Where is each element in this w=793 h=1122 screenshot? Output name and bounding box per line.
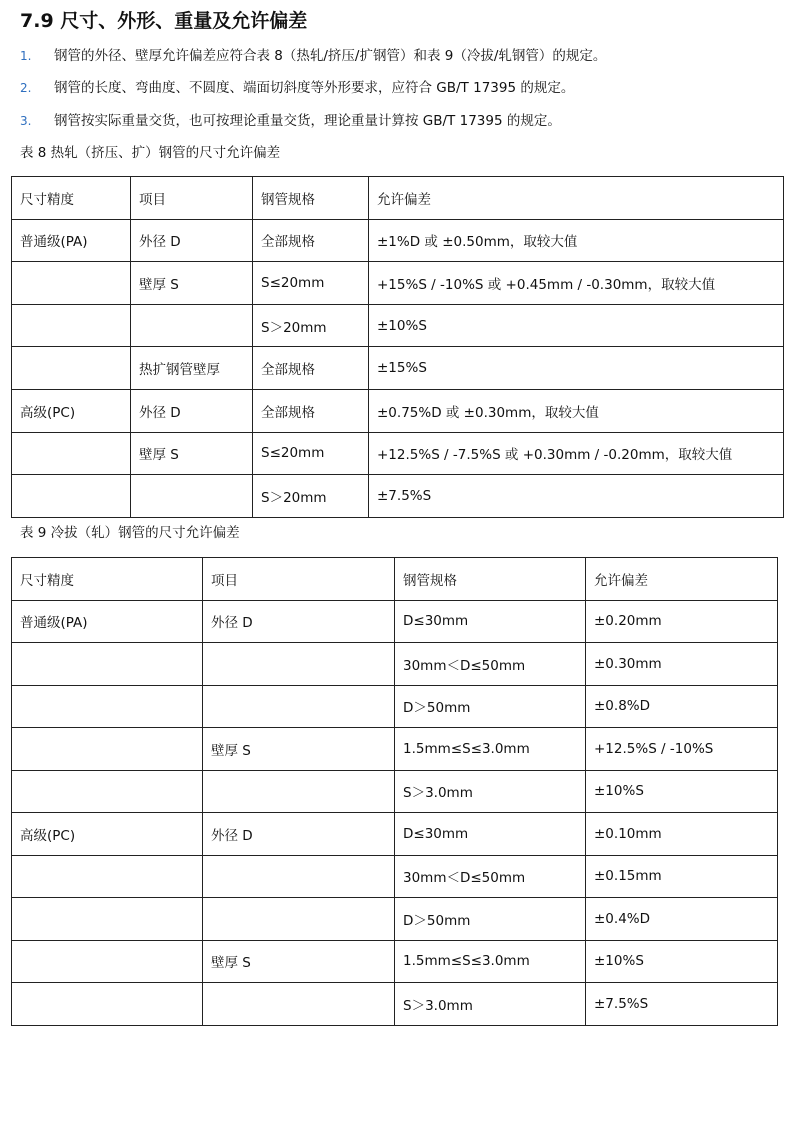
- table-row: [12, 262, 784, 305]
- table-header-row: [12, 177, 784, 220]
- list-item-3: [20, 111, 561, 131]
- table-cell: [12, 347, 131, 390]
- table-cell: 壁厚 S: [131, 262, 253, 305]
- column-header: 允许偏差: [369, 177, 784, 220]
- table-cell: [203, 898, 395, 941]
- table-cell: [12, 685, 203, 728]
- table-row: [12, 475, 784, 518]
- list-number: 2.: [20, 81, 32, 95]
- table-row: [12, 855, 778, 898]
- table-cell: +15%S / -10%S 或 +0.45mm / -0.30mm，取较大值: [369, 262, 784, 305]
- table-cell: [12, 643, 203, 686]
- list-item-text: 钢管的长度、弯曲度、不圆度、端面切斜度等外形要求，应符合 GB/T 17395 的规定。: [54, 80, 575, 96]
- table-cell: [12, 940, 203, 983]
- table-row: [12, 600, 778, 643]
- table-cell: 外径 D: [131, 389, 253, 432]
- table-row: [12, 643, 778, 686]
- table-cell: [12, 898, 203, 941]
- table-row: [12, 685, 778, 728]
- table-cell: 1.5mm≤S≤3.0mm: [395, 728, 586, 771]
- table-cell: D≤30mm: [395, 600, 586, 643]
- table-row: [12, 219, 784, 262]
- table-row: [12, 432, 784, 475]
- list-item-1: [20, 46, 606, 66]
- table-row: [12, 304, 784, 347]
- table-cell: [203, 770, 395, 813]
- column-header: 允许偏差: [586, 558, 778, 601]
- table-cell: 外径 D: [131, 219, 253, 262]
- table-cell: S＞20mm: [253, 475, 369, 518]
- section-heading: 7.9 尺寸、外形、重量及允许偏差: [20, 10, 308, 32]
- table-cell: ±0.30mm: [586, 643, 778, 686]
- column-header: 钢管规格: [253, 177, 369, 220]
- table-row: [12, 770, 778, 813]
- table-row: [12, 389, 784, 432]
- table-cell: ±1%D 或 ±0.50mm，取较大值: [369, 219, 784, 262]
- table-row: [12, 728, 778, 771]
- table-cell: 普通级(PA): [12, 600, 203, 643]
- list-number: 3.: [20, 114, 32, 128]
- table-cell: S＞20mm: [253, 304, 369, 347]
- table-cell: [203, 983, 395, 1026]
- table-cell: 普通级(PA): [12, 219, 131, 262]
- column-header: 尺寸精度: [12, 177, 131, 220]
- table-cell: D＞50mm: [395, 685, 586, 728]
- table-cell: [12, 304, 131, 347]
- table8-body: [12, 177, 784, 518]
- table-cell: [12, 770, 203, 813]
- column-header: 项目: [203, 558, 395, 601]
- table-cell: 壁厚 S: [131, 432, 253, 475]
- table-cell: ±10%S: [369, 304, 784, 347]
- table-cell: [12, 432, 131, 475]
- table-cell: ±0.20mm: [586, 600, 778, 643]
- table9-caption: 表 9 冷拔（轧）钢管的尺寸允许偏差: [20, 525, 240, 541]
- table-cell: 壁厚 S: [203, 940, 395, 983]
- table-header-row: [12, 558, 778, 601]
- table-cell: [131, 475, 253, 518]
- table-cell: 全部规格: [253, 389, 369, 432]
- table-cell: S≤20mm: [253, 432, 369, 475]
- column-header: 项目: [131, 177, 253, 220]
- table-cell: [203, 685, 395, 728]
- table-cell: ±7.5%S: [369, 475, 784, 518]
- list-item-text: 钢管按实际重量交货，也可按理论重量交货，理论重量计算按 GB/T 17395 的规定。: [54, 113, 561, 129]
- table-cell: [131, 304, 253, 347]
- table-cell: 高级(PC): [12, 813, 203, 856]
- table-cell: 外径 D: [203, 600, 395, 643]
- table-cell: +12.5%S / -7.5%S 或 +0.30mm / -0.20mm，取较大值: [369, 432, 784, 475]
- table-cell: 1.5mm≤S≤3.0mm: [395, 940, 586, 983]
- table-cell: ±0.15mm: [586, 855, 778, 898]
- table-cell: ±0.8%D: [586, 685, 778, 728]
- table-cell: [12, 475, 131, 518]
- table-row: [12, 898, 778, 941]
- table-cell: ±10%S: [586, 770, 778, 813]
- table-cell: [12, 983, 203, 1026]
- table-cell: ±0.75%D 或 ±0.30mm，取较大值: [369, 389, 784, 432]
- table-cell: 全部规格: [253, 219, 369, 262]
- table-cell: ±0.4%D: [586, 898, 778, 941]
- list-item-text: 钢管的外径、壁厚允许偏差应符合表 8（热轧/挤压/扩钢管）和表 9（冷拔/轧钢管）的规定。: [54, 48, 607, 64]
- column-header: 尺寸精度: [12, 558, 203, 601]
- list-item-2: [20, 78, 574, 98]
- table-cell: [12, 855, 203, 898]
- table-cell: [12, 728, 203, 771]
- list-number: 1.: [20, 49, 32, 63]
- table-cell: 热扩钢管壁厚: [131, 347, 253, 390]
- table-cell: ±7.5%S: [586, 983, 778, 1026]
- table-cell: [203, 855, 395, 898]
- table-row: [12, 983, 778, 1026]
- table-cell: [203, 643, 395, 686]
- table-cell: [12, 262, 131, 305]
- table-cell: ±15%S: [369, 347, 784, 390]
- table-cell: S＞3.0mm: [395, 770, 586, 813]
- table8-caption: 表 8 热轧（挤压、扩）钢管的尺寸允许偏差: [20, 145, 281, 161]
- table-cell: S≤20mm: [253, 262, 369, 305]
- table9-body: [12, 558, 778, 1026]
- table-row: [12, 813, 778, 856]
- table-cell: D＞50mm: [395, 898, 586, 941]
- table9: [11, 557, 778, 1026]
- table-cell: 高级(PC): [12, 389, 131, 432]
- table-cell: 外径 D: [203, 813, 395, 856]
- table-cell: ±0.10mm: [586, 813, 778, 856]
- table-cell: D≤30mm: [395, 813, 586, 856]
- table-cell: 30mm＜D≤50mm: [395, 643, 586, 686]
- table-row: [12, 347, 784, 390]
- table-cell: 30mm＜D≤50mm: [395, 855, 586, 898]
- column-header: 钢管规格: [395, 558, 586, 601]
- table-cell: 全部规格: [253, 347, 369, 390]
- table-cell: ±10%S: [586, 940, 778, 983]
- table-cell: 壁厚 S: [203, 728, 395, 771]
- table-row: [12, 940, 778, 983]
- table-cell: +12.5%S / -10%S: [586, 728, 778, 771]
- table-cell: S＞3.0mm: [395, 983, 586, 1026]
- table8: [11, 176, 784, 518]
